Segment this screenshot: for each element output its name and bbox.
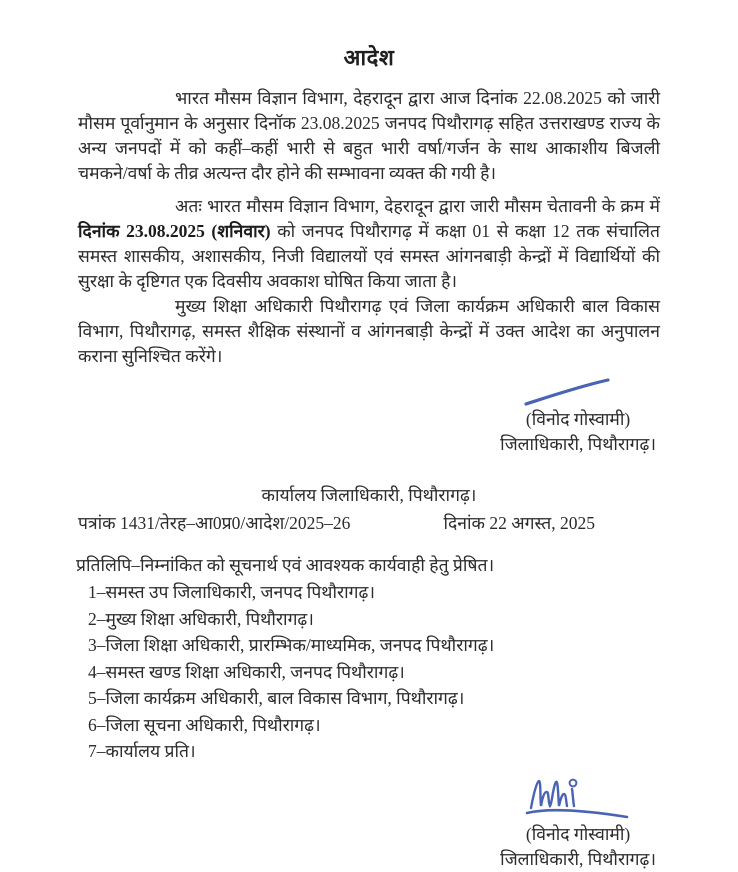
- paragraph-weather-forecast-text: भारत मौसम विज्ञान विभाग, देहरादून द्वारा आज दिनांक 22.08.2025 को जारी मौसम पूर्वानुमान के अनुसार दिनॉक 23.08.2025 जनपद पिथौरागढ़ सहित उत्तराखण्ड राज्य के अन्य जनपदों में को कहीं–कहीं भारी से बहुत भारी वर्षा/गर्जन के साथ आकाशीय बिजली चमकने/वर्षा के तीव्र अत्यन्त दौर होने की सम्भावना व्यक्त की गयी है।: [78, 88, 660, 183]
- document-body: [78, 86, 660, 369]
- list-item: 7–कार्यालय प्रति।: [88, 741, 196, 761]
- office-line: कार्यालय जिलाधिकारी, पिथौरागढ़।: [261, 485, 477, 505]
- list-item: 1–समस्त उप जिलाधिकारी, जनपद पिथौरागढ़।: [88, 582, 375, 602]
- holiday-order-suffix: को जनपद पिथौरागढ़ में कक्षा 01 से कक्षा 12 तक संचालित समस्त शासकीय, अशासकीय, निजी विद्यालयों एवं समस्त आंगनबाड़ी केन्द्रों में विद्यार्थियों की सुरक्षा के दृष्टिगत एक दिवसीय अवकाश घोषित किया जाता है।: [78, 221, 660, 291]
- holiday-order-date-bold: दिनांक 23.08.2025 (शनिवार): [78, 221, 271, 241]
- reference-line: [78, 511, 660, 535]
- holiday-order-prefix: अतः भारत मौसम विज्ञान विभाग, देहरादून द्वारा जारी मौसम चेतावनी के क्रम में: [175, 196, 660, 216]
- signature-block-bottom: [500, 774, 656, 872]
- list-item: 5–जिला कार्यक्रम अधिकारी, बाल विकास विभाग, पिथौरागढ़।: [88, 688, 465, 708]
- paragraph-holiday-order: [78, 194, 660, 294]
- list-item: 2–मुख्य शिक्षा अधिकारी, पिथौरागढ़।: [88, 608, 314, 629]
- paragraph-weather-forecast: [78, 86, 660, 186]
- list-item: 3–जिला शिक्षा अधिकारी, प्रारम्भिक/माध्यमिक, जनपद पिथौरागढ़।: [88, 635, 495, 655]
- document-title: आदेश: [343, 45, 395, 70]
- paragraph-compliance-text: मुख्य शिक्षा अधिकारी पिथौरागढ़ एवं जिला कार्यक्रम अधिकारी बाल विकास विभाग, पिथौरागढ़, समस्त शैक्षिक संस्थानों व आंगनबाड़ी केन्द्रों में उक्त आदेश का अनुपालन कराना सुनिश्चित करेंगे।: [78, 296, 660, 366]
- paragraph-compliance: [78, 294, 660, 369]
- list-item: 4–समस्त खण्ड शिक्षा अधिकारी, जनपद पिथौरागढ़।: [88, 661, 405, 682]
- copy-distribution-heading: प्रतिलिपि–निम्नांकित को सूचनार्थ एवं आवश्यक कार्यवाही हेतु प्रेषित।: [76, 555, 495, 575]
- signature-scribble-icon: [523, 774, 633, 822]
- reference-number: पत्रांक 1431/तेरह–आ0प्र0/आदेश/2025–26: [78, 513, 351, 533]
- signature-block-top: [500, 377, 656, 457]
- signatory-name-top: (विनोद गोस्वामी): [525, 409, 631, 429]
- reference-date: दिनांक 22 अगस्त, 2025: [443, 513, 595, 533]
- signatory-name-bottom: (विनोद गोस्वामी): [525, 823, 631, 844]
- list-item: 6–जिला सूचना अधिकारी, पिथौरागढ़।: [88, 714, 321, 735]
- signature-stroke-icon: [516, 377, 616, 407]
- signatory-designation-bottom: जिलाधिकारी, पिथौरागढ़।: [500, 848, 656, 869]
- signatory-designation-top: जिलाधिकारी, पिथौरागढ़।: [500, 434, 656, 454]
- copy-distribution-list: [88, 581, 660, 764]
